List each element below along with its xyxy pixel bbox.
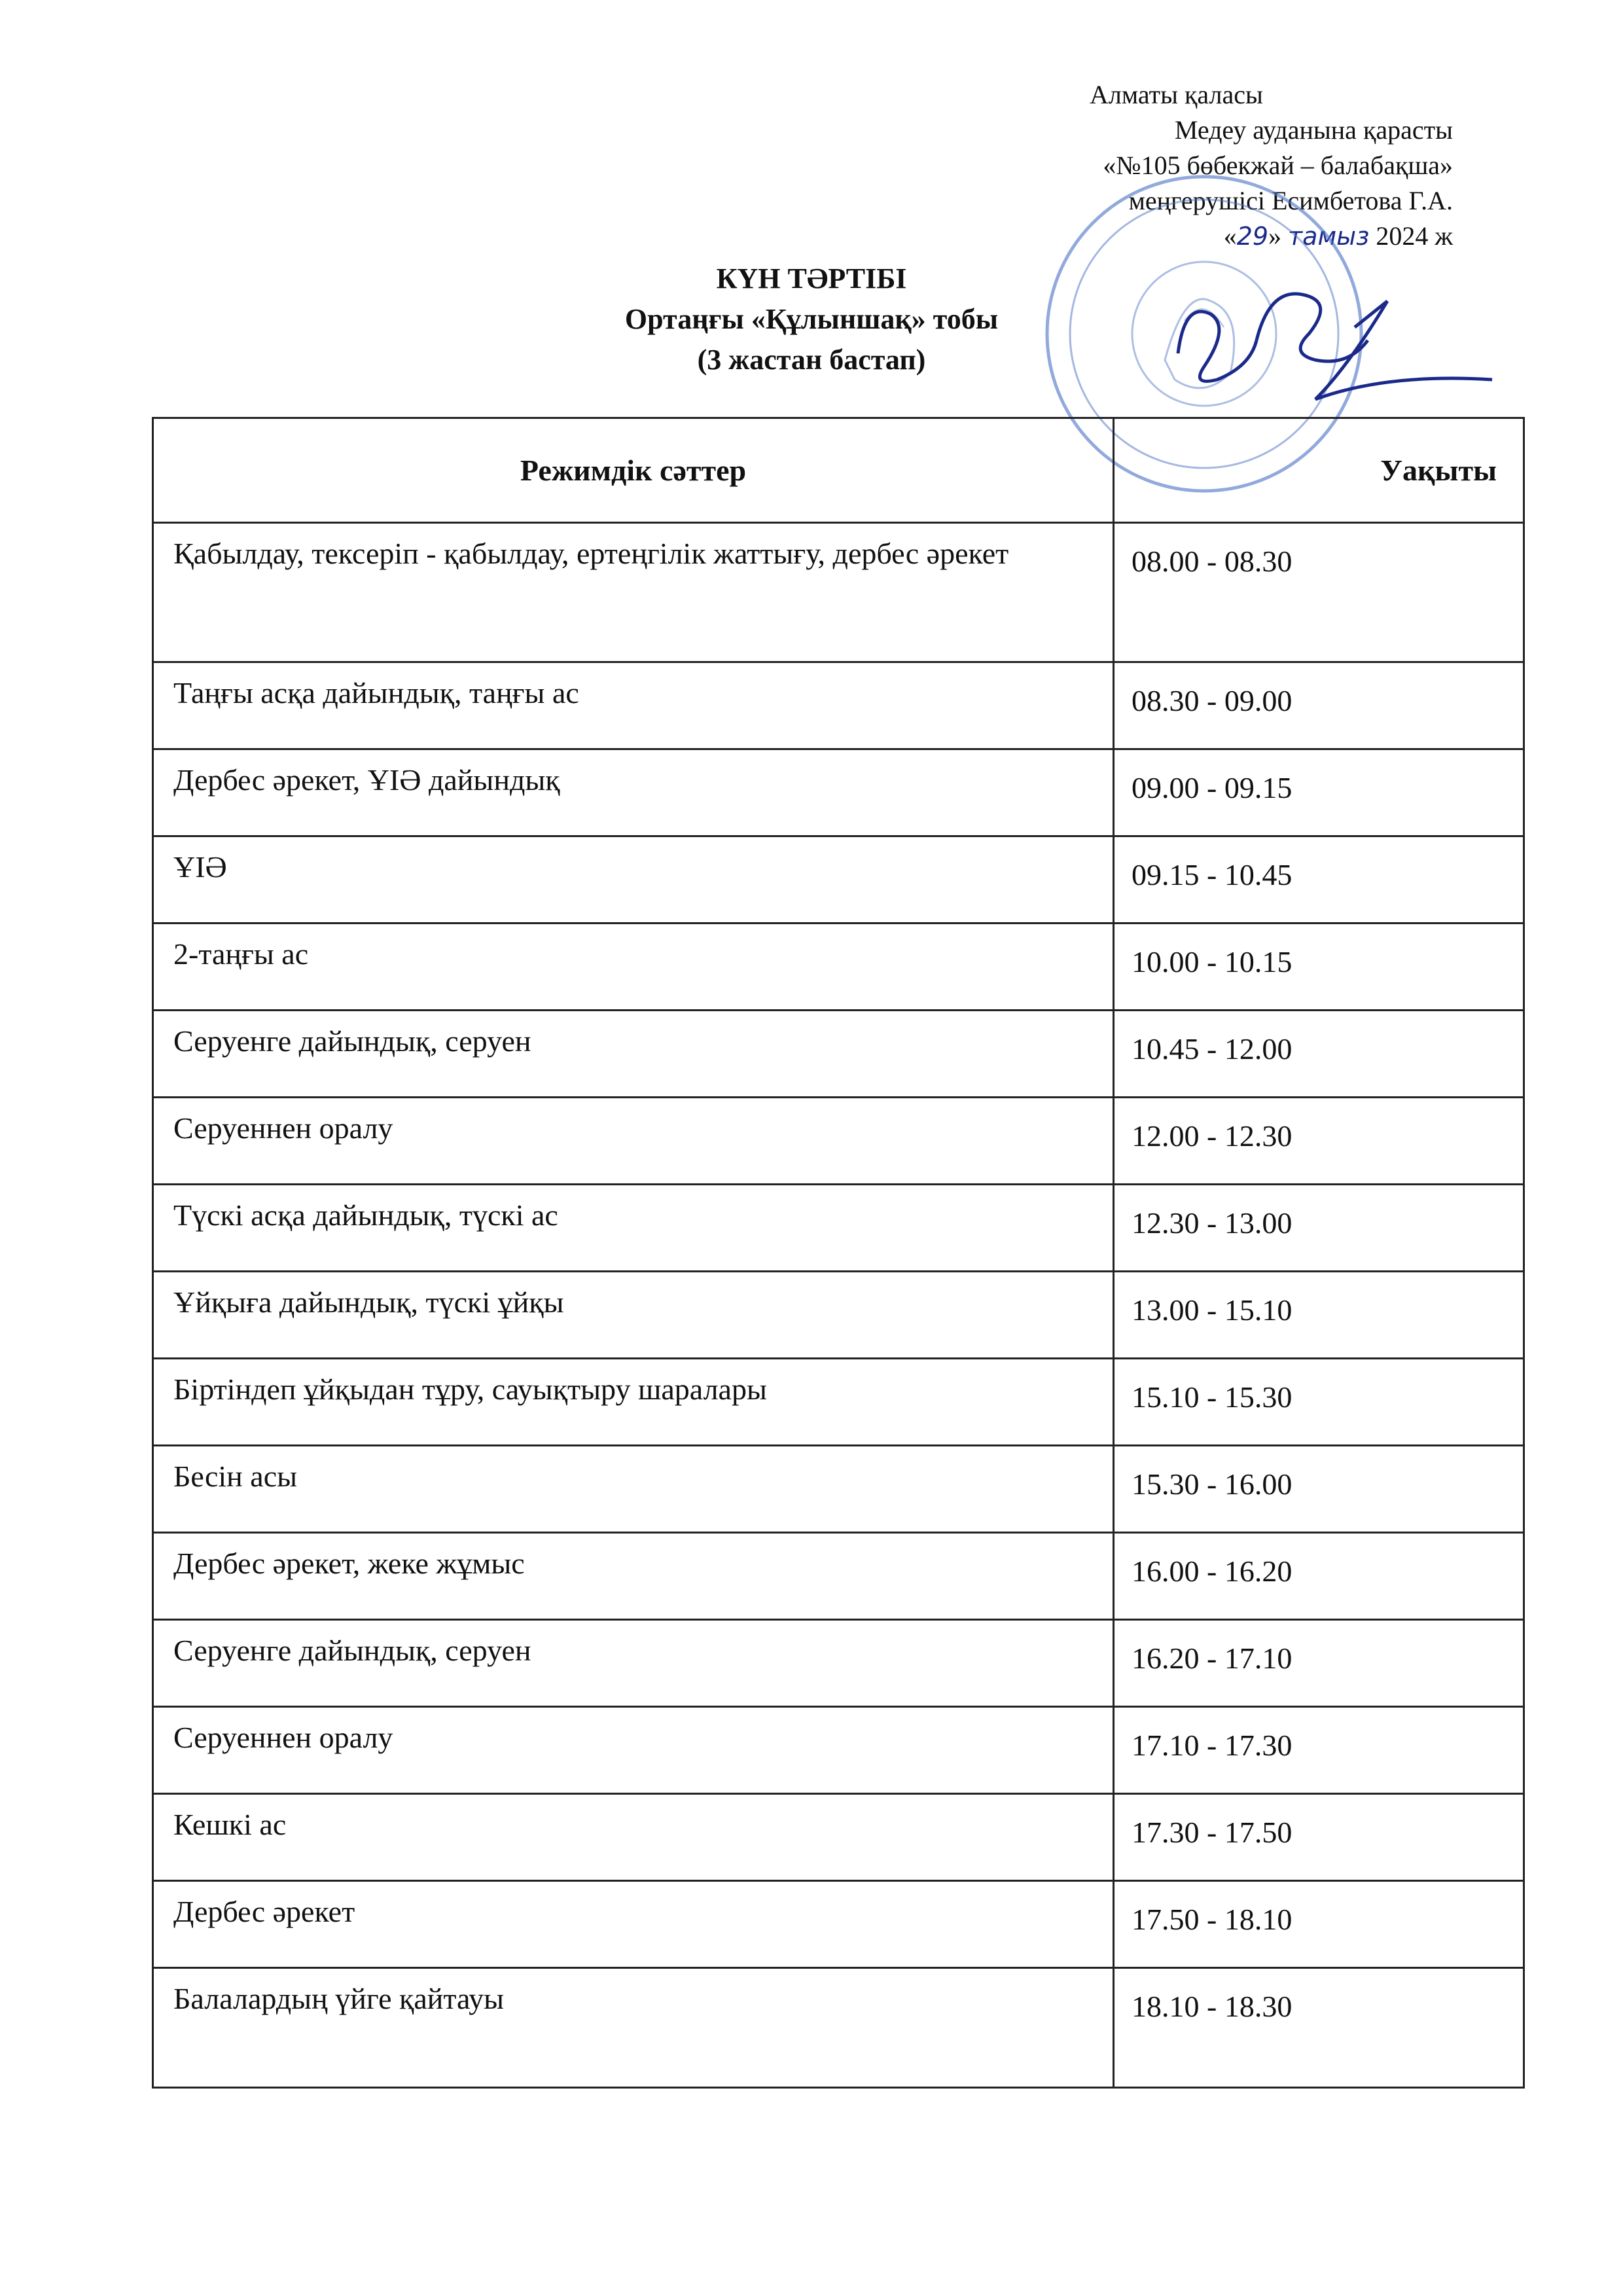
table-row xyxy=(153,1707,1524,1794)
activity-cell: Біртіндеп ұйқыдан тұру, сауықтыру шаралары xyxy=(153,1359,1114,1446)
activity-cell: Түскі асқа дайындық, түскі ас xyxy=(153,1185,1114,1272)
table-row xyxy=(153,1881,1524,1968)
schedule-body xyxy=(153,523,1524,2088)
activity-cell: Дербес әрекет, ҰІӘ дайындық xyxy=(153,749,1114,836)
activity-cell: ҰІӘ xyxy=(153,836,1114,924)
time-cell: 09.00 - 09.15 xyxy=(1114,749,1524,836)
activity-cell: Таңғы асқа дайындық, таңғы ас xyxy=(153,662,1114,749)
time-cell: 08.30 - 09.00 xyxy=(1114,662,1524,749)
activity-cell: Серуенге дайындық, серуен xyxy=(153,1011,1114,1098)
date-open-quote: « xyxy=(1223,221,1237,251)
table-row xyxy=(153,1533,1524,1620)
time-cell: 10.45 - 12.00 xyxy=(1114,1011,1524,1098)
date-month: тамыз xyxy=(1288,222,1370,251)
activity-cell: Бесін асы xyxy=(153,1446,1114,1533)
table-row xyxy=(153,1794,1524,1881)
table-row xyxy=(153,924,1524,1011)
activity-cell: Кешкі ас xyxy=(153,1794,1114,1881)
table-row xyxy=(153,1968,1524,2088)
approval-institution: «№105 бөбекжай – балабақша» xyxy=(1103,151,1453,180)
date-year: 2024 ж xyxy=(1376,221,1453,251)
time-cell: 12.30 - 13.00 xyxy=(1114,1185,1524,1272)
table-row xyxy=(153,749,1524,836)
date-day: 29 xyxy=(1236,222,1269,251)
table-row xyxy=(153,1446,1524,1533)
activity-cell: Серуеннен оралу xyxy=(153,1098,1114,1185)
activity-cell: 2-таңғы ас xyxy=(153,924,1114,1011)
table-row xyxy=(153,662,1524,749)
group-name: Ортаңғы «Құлыншақ» тобы xyxy=(624,303,999,335)
approval-city: Алматы қаласы xyxy=(1090,80,1263,109)
schedule-table xyxy=(152,417,1525,2089)
table-row xyxy=(153,1359,1524,1446)
time-cell: 17.50 - 18.10 xyxy=(1114,1881,1524,1968)
time-cell: 08.00 - 08.30 xyxy=(1114,523,1524,662)
approval-head: меңгерушісі Есимбетова Г.А. xyxy=(1128,186,1453,215)
activity-cell: Дербес әрекет xyxy=(153,1881,1114,1968)
table-row xyxy=(153,523,1524,662)
time-cell: 13.00 - 15.10 xyxy=(1114,1272,1524,1359)
time-cell: 16.20 - 17.10 xyxy=(1114,1620,1524,1707)
table-row xyxy=(153,1272,1524,1359)
activity-cell: Дербес әрекет, жеке жұмыс xyxy=(153,1533,1114,1620)
age-note: (3 жастан бастап) xyxy=(697,344,926,376)
time-cell: 10.00 - 10.15 xyxy=(1114,924,1524,1011)
activity-cell: Балалардың үйге қайтауы xyxy=(153,1968,1114,2088)
table-header-row xyxy=(153,418,1524,523)
time-cell: 17.30 - 17.50 xyxy=(1114,1794,1524,1881)
table-row xyxy=(153,1620,1524,1707)
time-cell: 17.10 - 17.30 xyxy=(1114,1707,1524,1794)
title-block xyxy=(0,259,1623,380)
table-row xyxy=(153,1185,1524,1272)
table-row xyxy=(153,836,1524,924)
header-activity: Режимдік сәттер xyxy=(153,418,1114,523)
document-title: КҮН ТӘРТІБІ xyxy=(716,262,907,295)
activity-cell: Қабылдау, тексеріп - қабылдау, ертеңгілік жаттығу, дербес әрекет xyxy=(153,523,1114,662)
time-cell: 15.10 - 15.30 xyxy=(1114,1359,1524,1446)
time-cell: 18.10 - 18.30 xyxy=(1114,1968,1524,2088)
activity-cell: Серуеннен оралу xyxy=(153,1707,1114,1794)
time-cell: 16.00 - 16.20 xyxy=(1114,1533,1524,1620)
date-close-quote: » xyxy=(1268,221,1282,251)
time-cell: 12.00 - 12.30 xyxy=(1114,1098,1524,1185)
table-row xyxy=(153,1098,1524,1185)
table-row xyxy=(153,1011,1524,1098)
approval-district: Медеу ауданына қарасты xyxy=(1174,115,1453,145)
header-time: Уақыты xyxy=(1114,418,1524,523)
time-cell: 15.30 - 16.00 xyxy=(1114,1446,1524,1533)
activity-cell: Ұйқыға дайындық, түскі ұйқы xyxy=(153,1272,1114,1359)
activity-cell: Серуенге дайындық, серуен xyxy=(153,1620,1114,1707)
time-cell: 09.15 - 10.45 xyxy=(1114,836,1524,924)
